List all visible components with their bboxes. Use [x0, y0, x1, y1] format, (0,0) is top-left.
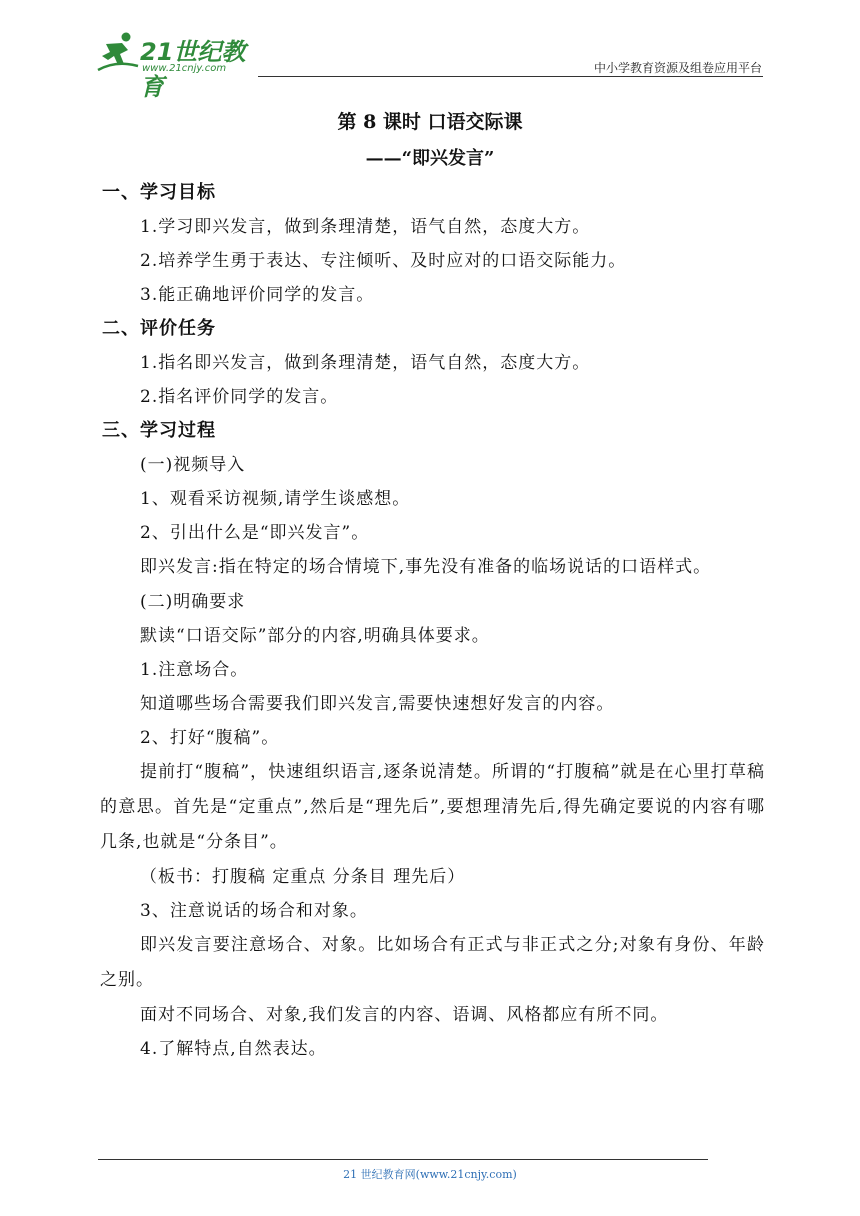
footer-divider [98, 1159, 708, 1160]
document-body [100, 176, 765, 1066]
header-divider [258, 76, 763, 77]
process-step: 1.注意场合。 [140, 660, 249, 680]
process-step: 知道哪些场合需要我们即兴发言,需要快速想好发言的内容。 [140, 694, 615, 714]
process-step: 4.了解特点,自然表达。 [140, 1039, 327, 1059]
goal-item: 3.能正确地评价同学的发言。 [140, 285, 375, 305]
site-logo[interactable] [96, 30, 266, 101]
occasion-paragraph: 即兴发言要注意场合、对象。比如场合有正式与非正式之分;对象有身份、年龄之别。 [100, 935, 765, 990]
header-platform-name: 中小学教育资源及组卷应用平台 [593, 61, 762, 75]
runner-logo-icon [96, 30, 140, 74]
logo-url: www.21cnjy.com [142, 63, 227, 74]
goal-item: 1.学习即兴发言，做到条理清楚，语气自然，态度大方。 [140, 217, 591, 237]
process-step: 默读“口语交际”部分的内容,明确具体要求。 [140, 626, 490, 646]
task-item: 1.指名即兴发言，做到条理清楚，语气自然，态度大方。 [140, 353, 591, 373]
process-step: 面对不同场合、对象,我们发言的内容、语调、风格都应有所不同。 [140, 1005, 669, 1025]
section-heading-goals: 一、学习目标 [102, 182, 216, 203]
task-item: 2.指名评价同学的发言。 [140, 387, 339, 407]
section-heading-process: 三、学习过程 [102, 420, 216, 441]
process-step: 3、注意说话的场合和对象。 [140, 901, 368, 921]
logo-text: 21世纪教育 [140, 38, 246, 101]
process-step: (一)视频导入 [140, 455, 246, 475]
draft-paragraph: 提前打“腹稿”，快速组织语言,逐条说清楚。所谓的“打腹稿”就是在心里打草稿的意思。首先是“定重点”,然后是“理先后”,要想理清先后,得先确定要说的内容有哪几条,也就是“分条目”。 [100, 762, 765, 852]
process-step: 1、观看采访视频,请学生谈感想。 [140, 489, 411, 509]
footer-link[interactable]: 21 世纪教育网(www.21cnjy.com) [343, 1168, 517, 1181]
process-step: 2、引出什么是“即兴发言”。 [140, 523, 370, 543]
lesson-subtitle: ——“即兴发言” [365, 148, 495, 169]
section-heading-tasks: 二、评价任务 [102, 318, 216, 339]
lesson-title: 第 8 课时 口语交际课 [337, 111, 523, 133]
process-step: 2、打好“腹稿”。 [140, 728, 280, 748]
goal-item: 2.培养学生勇于表达、专注倾听、及时应对的口语交际能力。 [140, 251, 627, 271]
blackboard-note: （板书：打腹稿 定重点 分条目 理先后） [140, 867, 466, 887]
process-step: (二)明确要求 [140, 592, 246, 612]
definition-paragraph: 即兴发言:指在特定的场合情境下,事先没有准备的临场说话的口语样式。 [140, 557, 712, 577]
page-header [0, 0, 860, 101]
